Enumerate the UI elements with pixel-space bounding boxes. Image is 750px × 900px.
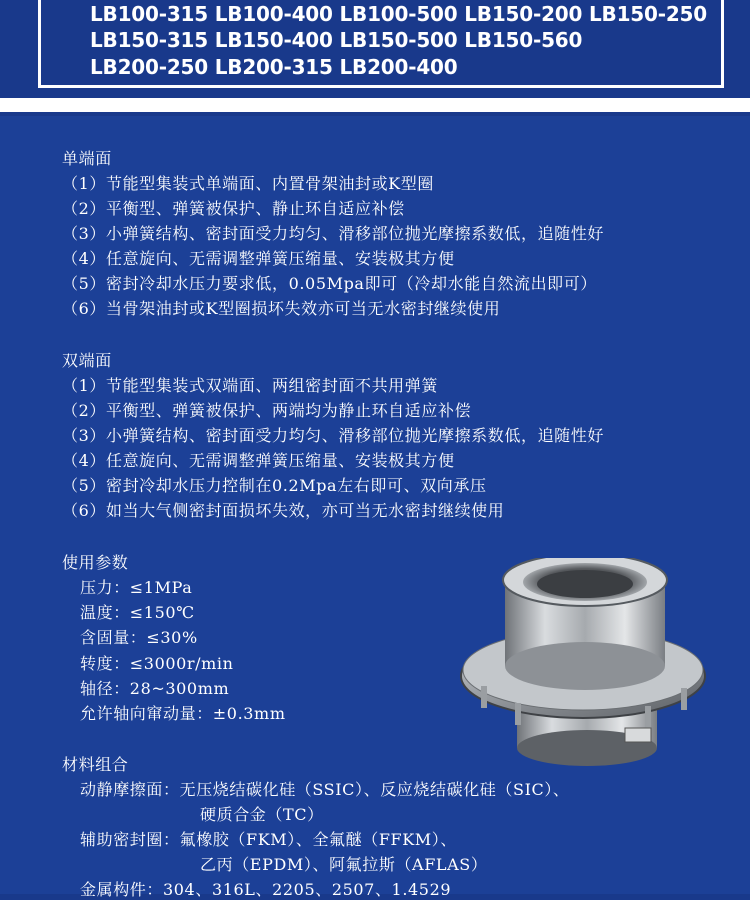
materials-seals: 辅助密封圈：氟橡胶（FKM）、全氟醚（FFKM）、 bbox=[80, 830, 457, 849]
param-solids: 含固量：≤30% bbox=[80, 628, 198, 647]
mechanical-seal-photo-icon bbox=[455, 558, 715, 768]
model-line-3: LB200-250 LB200-315 LB200-400 bbox=[90, 55, 458, 79]
materials-metal: 金属构件：304、316L、2205、2507、1.4529 bbox=[80, 880, 452, 899]
mechanical-seal-image bbox=[455, 558, 715, 768]
single-item-3: （3）小弹簧结构、密封面受力均匀、滑移部位抛光摩擦系数低，追随性好 bbox=[62, 224, 604, 243]
double-item-1: （1）节能型集装式双端面、两组密封面不共用弹簧 bbox=[62, 376, 438, 395]
materials-faces: 动静摩擦面：无压烧结碳化硅（SSIC）、反应烧结碳化硅（SIC）、 bbox=[80, 780, 570, 799]
single-item-1: （1）节能型集装式单端面、内置骨架油封或K型圈 bbox=[62, 174, 434, 193]
single-item-6: （6）当骨架油封或K型圈损坏失效亦可当无水密封继续使用 bbox=[62, 299, 501, 318]
double-item-2: （2）平衡型、弹簧被保护、两端均为静止环自适应补偿 bbox=[62, 401, 472, 420]
double-item-3: （3）小弹簧结构、密封面受力均匀、滑移部位抛光摩擦系数低，追随性好 bbox=[62, 426, 604, 445]
param-shaft-diameter: 轴径：28~300mm bbox=[80, 679, 230, 698]
materials-seals-cont: 乙丙（EPDM）、阿氟拉斯（AFLAS） bbox=[200, 855, 488, 874]
param-axial-movement: 允许轴向窜动量：±0.3mm bbox=[80, 704, 286, 723]
param-speed: 转度：≤3000r/min bbox=[80, 654, 234, 673]
model-line-1: LB100-315 LB100-400 LB100-500 LB150-200 LB150-250 bbox=[90, 2, 707, 26]
model-line-2: LB150-315 LB150-400 LB150-500 LB150-560 bbox=[90, 28, 583, 52]
double-face-title: 双端面 bbox=[62, 351, 112, 370]
header-band bbox=[0, 0, 750, 96]
single-item-5: （5）密封冷却水压力要求低，0.05Mpa即可（冷却水能自然流出即可） bbox=[62, 274, 597, 293]
double-item-5: （5）密封冷却水压力控制在0.2Mpa左右即可、双向承压 bbox=[62, 476, 487, 495]
single-face-title: 单端面 bbox=[62, 149, 112, 168]
materials-faces-cont: 硬质合金（TC） bbox=[200, 805, 324, 824]
double-item-4: （4）任意旋向、无需调整弹簧压缩量、安装极其方便 bbox=[62, 451, 455, 470]
params-title: 使用参数 bbox=[62, 553, 129, 572]
param-pressure: 压力：≤1MPa bbox=[80, 578, 193, 597]
single-item-4: （4）任意旋向、无需调整弹簧压缩量、安装极其方便 bbox=[62, 249, 455, 268]
header-divider bbox=[0, 98, 750, 112]
param-temperature: 温度：≤150℃ bbox=[80, 603, 195, 622]
materials-title: 材料组合 bbox=[62, 755, 129, 774]
single-item-2: （2）平衡型、弹簧被保护、静止环自适应补偿 bbox=[62, 199, 405, 218]
double-item-6: （6）如当大气侧密封面损坏失效，亦可当无水密封继续使用 bbox=[62, 501, 505, 520]
